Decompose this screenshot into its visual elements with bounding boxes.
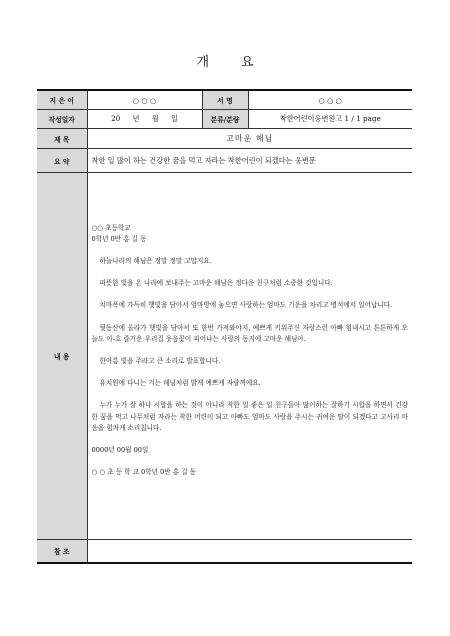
date-label: 작성일자 (37, 110, 87, 129)
paragraph: 뒷동산에 올라가 햇빛을 담아서 또 한번 가져와야지, 예쁘게 키워주신 자랑스런 아빠 힘내시고 튼튼하게 오늘도 아-호 즐거운 우리집 웃음꽃이 피어나는 사랑의 동지에 고마운 해님아. (91, 323, 408, 343)
author-row (37, 90, 412, 110)
date-row (37, 110, 412, 129)
paragraph: 치마폭에 가득히 햇빛을 담아서 엄마방에 놓으면 사랑하는 엄마도 기운을 차리고 병석에서 일어납니다. (99, 301, 393, 310)
content-row (37, 173, 412, 540)
sign-label: 서 명 (202, 90, 248, 110)
category-label: 분류/분량 (202, 110, 248, 129)
paragraph: 누가 누가 잘 하나 시합을 하는 것이 아니라 착한 일 좋은 일 친구들아 많이하는 잘하기 시합을 하면서 건강한 꿈을 먹고 나무처럼 자라는 착한 어린이 되고 아빠도 엄마도 사랑을 주시는 귀여운 딸이 되겠다고 고사리 마음을 힘차게 소리칩니다. (91, 401, 408, 432)
sign-value: ○ ○ ○ (248, 90, 412, 110)
reference-label: 참 조 (37, 540, 87, 564)
author-label: 지 은 이 (37, 90, 87, 110)
page-title (0, 51, 450, 70)
signature-line: ○ ○ 초 등 학 교 0학년 0반 홍 길 동 (91, 468, 197, 477)
paragraph: 따뜻한 빛을 온 나라에 보내주는 고마운 해님은 정다운 친구처럼 소중한 것입니다. (99, 279, 333, 288)
content-label: 내 용 (37, 173, 87, 540)
paragraph: 한아름 빛을 주라고 큰 소리로 발표합니다. (99, 357, 221, 365)
reference-row (37, 540, 412, 564)
category-value: 착한어린이웅변원고 1 / 1 page (248, 110, 412, 129)
paragraph: 유치원에 다니는 겨는 해님처럼 밝게 예쁘게 자랄꺼에요. (99, 379, 261, 388)
reference-value (87, 540, 412, 564)
summary-value: 착한 일 많이 하는 건강한 꿈을 먹고 자라는 착한어린이 되겠다는 웅변문 (87, 149, 412, 173)
page-title-char-2: 요 (241, 55, 254, 70)
page-title-char-1: 개 (196, 55, 209, 70)
title-value: 고마운 해님 (87, 129, 412, 149)
content-body (87, 173, 412, 540)
class-line: 0학년 0반 홍 길 동 (91, 234, 147, 243)
title-row (37, 129, 412, 149)
summary-label: 요 약 (37, 149, 87, 173)
summary-form-table (37, 89, 412, 564)
summary-row (37, 149, 412, 173)
paragraph: 하늘나라의 해님은 정말 정말 고맙지요. (99, 256, 212, 265)
date-value: 20 년 월 일 (87, 110, 202, 129)
title-label: 제 목 (37, 129, 87, 149)
author-value: ○ ○ ○ (87, 90, 202, 110)
speech-text (92, 223, 409, 479)
date-line: 0000년 00월 00일 (91, 446, 149, 455)
school-line: ○○ 초등학교 (91, 223, 131, 232)
